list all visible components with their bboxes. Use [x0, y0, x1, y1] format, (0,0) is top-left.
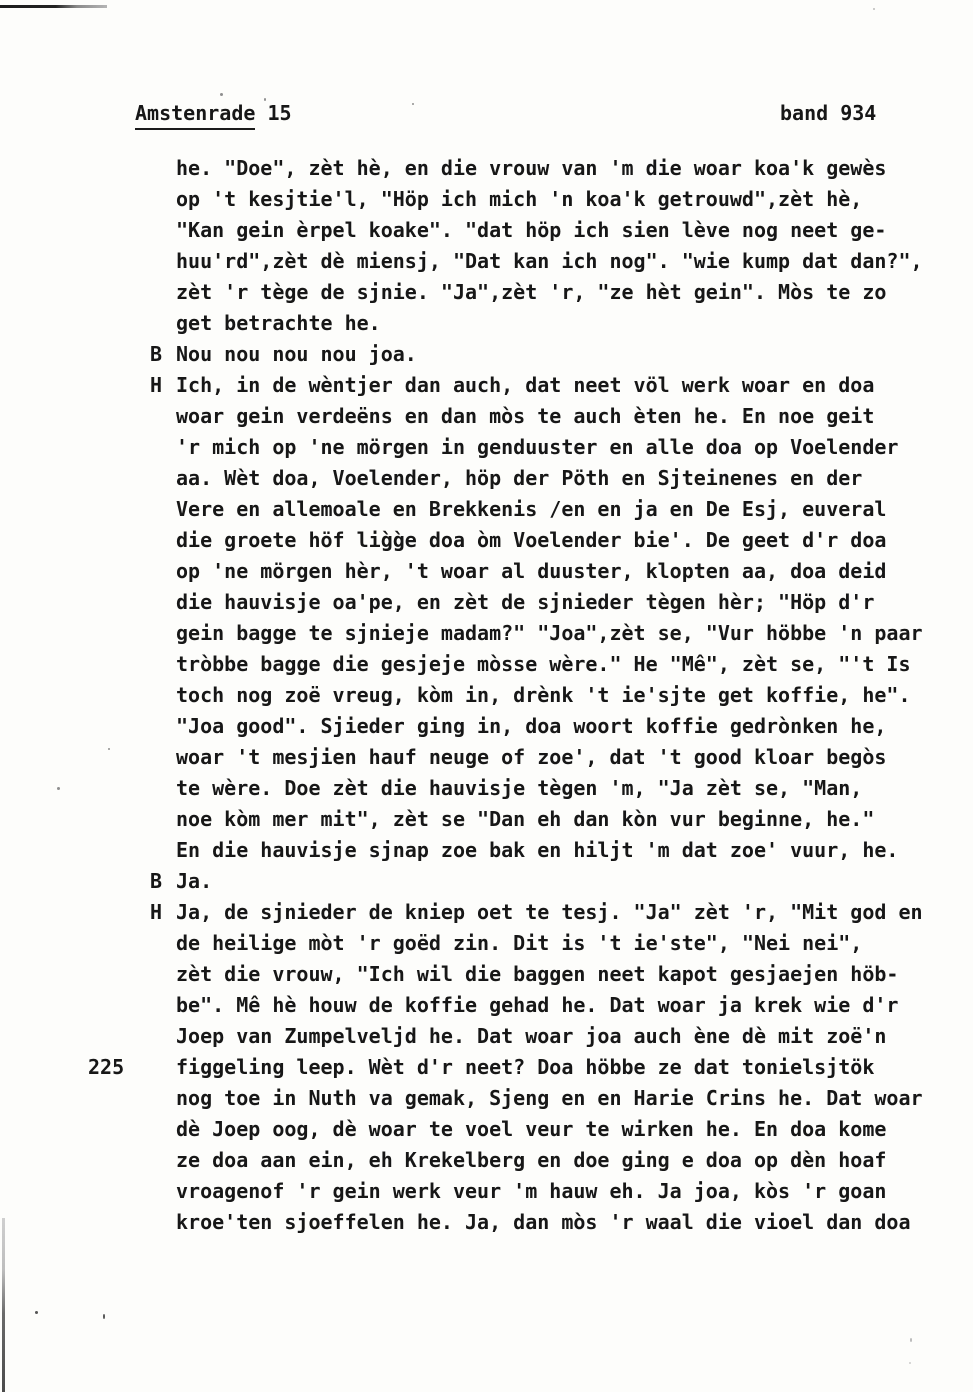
transcript-text: zèt 'r tège de sjnie. "Ja",zèt 'r, "ze hèt gein". Mòs te zo	[176, 280, 887, 304]
speaker-label	[150, 742, 176, 773]
scan-speck	[35, 1311, 38, 1314]
scan-artifact-left-line	[2, 1218, 5, 1392]
margin-line-number	[0, 928, 150, 959]
transcript-line	[0, 773, 973, 804]
transcript-text: op 'ne mörgen hèr, 't woar al duuster, klopten aa, doa deid	[176, 559, 887, 583]
transcript-text: "Joa good". Sjieder ging in, doa woort koffie gedrònken he,	[176, 714, 887, 738]
margin-line-number	[0, 711, 150, 742]
transcript-text: woar 't mesjien hauf neuge of zoe', dat 't good kloar begòs	[176, 745, 887, 769]
transcript-text: Ja.	[176, 869, 213, 893]
speaker-label	[150, 153, 176, 184]
transcript-line	[0, 370, 973, 401]
transcript-text: Ja, de sjnieder de kniep oet te tesj. "Ja" zèt 'r, "Mit god en	[176, 900, 923, 924]
transcript-line	[0, 401, 973, 432]
speaker-label: B	[150, 869, 163, 893]
speaker-label	[150, 246, 176, 277]
transcript-line	[0, 525, 973, 556]
transcript-line	[0, 1207, 973, 1238]
speaker-label	[150, 711, 176, 742]
margin-line-number	[0, 184, 150, 215]
transcript-line	[0, 1114, 973, 1145]
scan-speck	[103, 1314, 105, 1319]
transcript-line	[0, 246, 973, 277]
speaker-label	[150, 401, 176, 432]
transcript-text: die groete höf lig̀g̀e doa òm Voelender bie'. De geet d'r doa	[176, 528, 887, 552]
margin-line-number	[0, 959, 150, 990]
margin-line-number	[0, 1207, 150, 1238]
transcript-text: get betrachte he.	[176, 311, 381, 335]
transcript-text: be". Mê hè houw de koffie gehad he. Dat woar ja krek wie d'r	[176, 993, 899, 1017]
header-page-number: 15	[255, 101, 292, 125]
transcript-line	[0, 556, 973, 587]
transcript-line	[0, 215, 973, 246]
transcript-text: kroe'ten sjoeffelen he. Ja, dan mòs 'r waal die vioel dan doa	[176, 1210, 911, 1234]
speaker-label	[150, 618, 176, 649]
transcript-line	[0, 494, 973, 525]
transcript-text: Vere en allemoale en Brekkenis /en en ja en De Esj, euveral	[176, 497, 887, 521]
speaker-label	[150, 525, 176, 556]
speaker-label	[150, 835, 176, 866]
scan-speck	[412, 103, 414, 105]
transcript-text: nog toe in Nuth va gemak, Sjeng en en Harie Crins he. Dat woar	[176, 1086, 923, 1110]
speaker-label	[150, 432, 176, 463]
transcript-text: ze doa aan ein, eh Krekelberg en doe ging e doa op dèn hoaf	[176, 1148, 887, 1172]
transcript-text: de heilige mòt 'r goëd zin. Dit is 't ie'ste", "Nei nei",	[176, 931, 863, 955]
speaker-label	[150, 1083, 176, 1114]
speaker-label: H	[150, 900, 163, 924]
margin-line-number	[0, 153, 150, 184]
transcript-line	[0, 277, 973, 308]
transcript-text: Ich, in de wèntjer dan auch, dat neet völ werk woar en doa	[176, 373, 875, 397]
speaker-label	[150, 556, 176, 587]
margin-line-number	[0, 401, 150, 432]
transcript-text: Nou nou nou nou joa.	[176, 342, 417, 366]
transcript-text: zèt die vrouw, "Ich wil die baggen neet kapot gesjaejen höb-	[176, 962, 899, 986]
speaker-label	[150, 1114, 176, 1145]
transcript-line	[0, 184, 973, 215]
scan-artifact-top-line	[0, 5, 107, 8]
transcript-text: 'r mich op 'ne mörgen in genduuster en alle doa op Voelender	[176, 435, 899, 459]
transcript-line	[0, 1145, 973, 1176]
margin-line-number	[0, 1083, 150, 1114]
margin-line-number	[0, 308, 150, 339]
margin-line-number	[0, 835, 150, 866]
transcript-text: he. "Doe", zèt hè, en die vrouw van 'm die woar koa'k gewès	[176, 156, 887, 180]
margin-line-number	[0, 587, 150, 618]
margin-line-number	[0, 680, 150, 711]
transcript-line	[0, 680, 973, 711]
scan-speck	[220, 93, 223, 96]
margin-line-number	[0, 432, 150, 463]
speaker-label	[150, 587, 176, 618]
transcript-text: noe kòm mer mit", zèt se "Dan eh dan kòn vur beginne, he."	[176, 807, 875, 831]
speaker-label	[150, 494, 176, 525]
transcript-text: tròbbe bagge die gesjeje mòsse wère." He "Mê", zèt se, "'t Is	[176, 652, 911, 676]
margin-line-number	[0, 1114, 150, 1145]
scan-speck	[909, 1362, 911, 1364]
transcript-line	[0, 1052, 973, 1083]
transcript-text: figgeling leep. Wèt d'r neet? Doa höbbe ze dat tonielsjtök	[176, 1055, 875, 1079]
speaker-label	[150, 1145, 176, 1176]
transcript-text: te wère. Doe zèt die hauvisje tègen 'm, "Ja zèt se, "Man,	[176, 776, 863, 800]
speaker-label: B	[150, 342, 163, 366]
speaker-label	[150, 959, 176, 990]
scan-speck	[873, 8, 875, 10]
speaker-label	[150, 184, 176, 215]
speaker-label	[150, 215, 176, 246]
transcript-text: toch nog zoë vreug, kòm in, drènk 't ie'sjte get koffie, he".	[176, 683, 911, 707]
speaker-label	[150, 928, 176, 959]
margin-line-number	[0, 804, 150, 835]
transcript-line	[0, 587, 973, 618]
speaker-label	[150, 277, 176, 308]
speaker-label	[150, 1207, 176, 1238]
page-header-left	[135, 98, 292, 129]
transcript-line	[0, 959, 973, 990]
margin-line-number	[0, 1145, 150, 1176]
transcript-line	[0, 711, 973, 742]
margin-line-number: 225	[88, 1055, 125, 1079]
transcript-line	[0, 649, 973, 680]
transcript-text: op 't kesjtie'l, "Höp ich mich 'n koa'k getrouwd",zèt hè,	[176, 187, 863, 211]
margin-line-number	[0, 649, 150, 680]
margin-line-number	[0, 1176, 150, 1207]
transcript-text: En die hauvisje sjnap zoe bak en hiljt 'm dat zoe' vuur, he.	[176, 838, 899, 862]
speaker-label	[150, 1052, 176, 1083]
header-band-number: band 934	[780, 101, 877, 125]
speaker-label	[150, 463, 176, 494]
transcript-line	[0, 153, 973, 184]
transcript-text: gein bagge te sjnieje madam?" "Joa",zèt se, "Vur höbbe 'n paar	[176, 621, 923, 645]
header-place-title: Amstenrade	[135, 101, 255, 130]
transcript-line	[0, 928, 973, 959]
transcript-line	[0, 1176, 973, 1207]
transcript-line	[0, 432, 973, 463]
speaker-label	[150, 990, 176, 1021]
margin-line-number	[0, 556, 150, 587]
transcript	[0, 153, 973, 1238]
transcript-line	[0, 339, 973, 370]
margin-line-number	[0, 897, 150, 928]
transcript-text: dè Joep oog, dè woar te voel veur te wirken he. En doa kome	[176, 1117, 887, 1141]
speaker-label: H	[150, 373, 163, 397]
transcript-line	[0, 866, 973, 897]
margin-line-number	[0, 246, 150, 277]
transcript-line	[0, 618, 973, 649]
transcript-text: die hauvisje oa'pe, en zèt de sjnieder tègen hèr; "Höp d'r	[176, 590, 875, 614]
margin-line-number	[0, 339, 150, 370]
transcript-line	[0, 1083, 973, 1114]
transcript-line	[0, 835, 973, 866]
speaker-label	[150, 649, 176, 680]
transcript-text: huu'rd",zèt dè miensj, "Dat kan ich nog". "wie kump dat dan?",	[176, 249, 923, 273]
transcript-line	[0, 804, 973, 835]
transcript-text: vroagenof 'r gein werk veur 'm hauw eh. Ja joa, kòs 'r goan	[176, 1179, 887, 1203]
transcript-text: "Kan gein èrpel koake". "dat höp ich sien lève nog neet ge-	[176, 218, 887, 242]
transcript-text: aa. Wèt doa, Voelender, höp der Pöth en Sjteinenes en der	[176, 466, 863, 490]
margin-line-number	[0, 525, 150, 556]
margin-line-number	[0, 618, 150, 649]
margin-line-number	[0, 1021, 150, 1052]
transcript-line	[0, 742, 973, 773]
transcript-line	[0, 1021, 973, 1052]
speaker-label	[150, 1021, 176, 1052]
margin-line-number	[0, 742, 150, 773]
speaker-label	[150, 773, 176, 804]
margin-line-number	[0, 463, 150, 494]
margin-line-number	[0, 866, 150, 897]
transcript-line	[0, 990, 973, 1021]
speaker-label	[150, 308, 176, 339]
transcript-text: woar gein verdeëns en dan mòs te auch èten he. En noe geit	[176, 404, 875, 428]
transcript-line	[0, 308, 973, 339]
transcript-line	[0, 463, 973, 494]
margin-line-number	[0, 370, 150, 401]
margin-line-number	[0, 277, 150, 308]
transcript-text: Joep van Zumpelveljd he. Dat woar joa auch ène dè mit zoë'n	[176, 1024, 887, 1048]
transcript-line	[0, 897, 973, 928]
margin-line-number	[0, 215, 150, 246]
speaker-label	[150, 680, 176, 711]
scan-speck	[910, 1338, 912, 1342]
speaker-label	[150, 1176, 176, 1207]
speaker-label	[150, 804, 176, 835]
margin-line-number	[0, 990, 150, 1021]
margin-line-number	[0, 494, 150, 525]
margin-line-number	[0, 773, 150, 804]
